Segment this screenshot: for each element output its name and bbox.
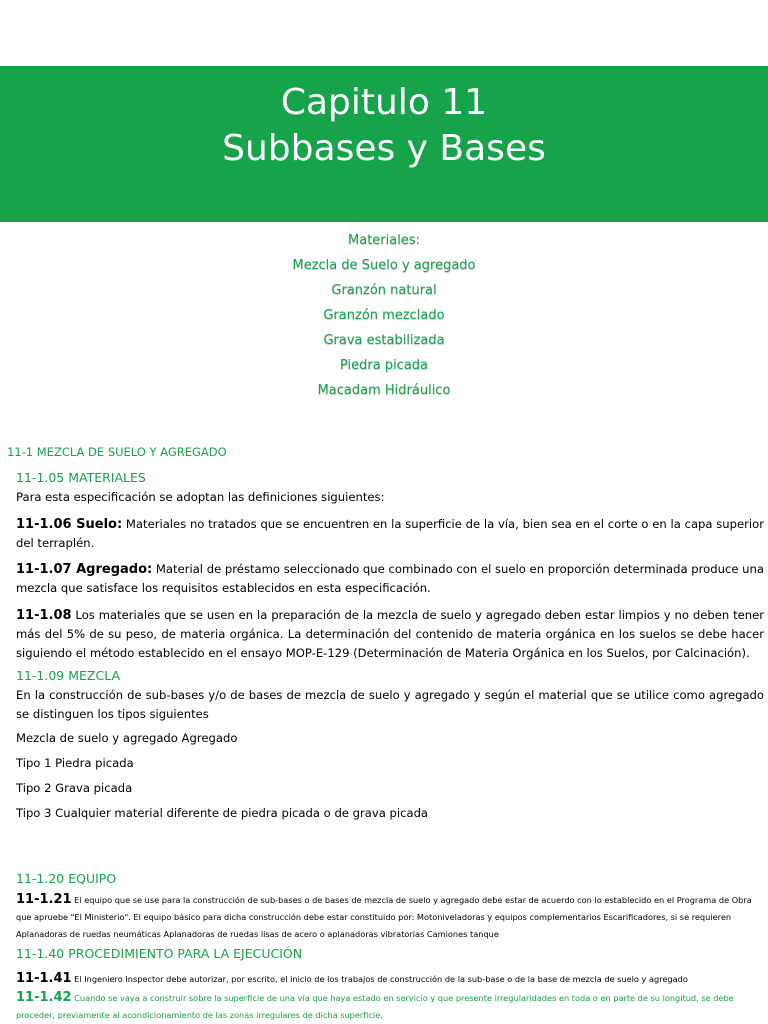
clause-text: El Ingeniero Inspector debe autorizar, por escrito, el inicio de los trabajos de construcción de la sub-base o de la base de mezcla de suelo y agregado xyxy=(71,974,688,984)
chapter-banner xyxy=(0,66,768,222)
paragraph-mezcla: En la construcción de sub-bases y/o de bases de mezcla de suelo y agregado y según el material que se utilice como agregado se distinguen los tipos siguientes xyxy=(16,688,764,721)
type-list-item: Tipo 1 Piedra picada xyxy=(16,756,134,770)
materials-list xyxy=(0,228,768,403)
paragraph-equipo xyxy=(16,891,764,943)
clause-text: Material de préstamo seleccionado que combinado con el suelo en proporción determinada produce una mezcla que satisface los requisitos establecidos en esta especificación. xyxy=(16,562,764,595)
paragraph-agregado xyxy=(16,560,764,598)
material-item: Granzón mezclado xyxy=(323,308,445,323)
clause-text: Materiales no tratados que se encuentren en la superficie de la vía, bien sea en el corte o en la capa superior del terraplén. xyxy=(16,517,764,550)
paragraph-materiales: Para esta especificación se adoptan las definiciones siguientes: xyxy=(16,490,385,504)
chapter-title: Capitulo 11 xyxy=(280,82,488,123)
material-item: Granzón natural xyxy=(331,283,437,298)
material-item: Piedra picada xyxy=(339,358,429,373)
clause-code: 11-1.07 Agregado: xyxy=(16,562,153,577)
clause-text: El equipo que se use para la construcción de sub-bases o de bases de mezcla de suelo y agregado debe estar de acuerdo con lo establecido en el Programa de Obra que apruebe "El Ministerio". El equipo básico para dicha construcción debe estar constituido por: Motoniveladoras y equipos complementarios Escarificadores, si se requieren Aplanadoras de ruedas neumáticas Aplanadoras de ruedas lisas de acero o aplanadoras vibratorias Camiones tanque xyxy=(16,895,752,939)
type-list-item: Mezcla de suelo y agregado Agregado xyxy=(16,731,238,745)
heading-materiales: 11-1.05 MATERIALES xyxy=(16,470,146,485)
section-heading-11-1: 11-1 MEZCLA DE SUELO Y AGREGADO xyxy=(7,445,227,459)
paragraph-inspector xyxy=(16,970,764,988)
clause-text: Cuando se vaya a construir sobre la superficie de una vía que haya estado en servicio y que presente irregularidades en toda o en parte de su longitud, se debe proceder, previamente al acondicionamiento de las zonas irregulares de dicha superficie, xyxy=(16,993,734,1020)
heading-procedimiento: 11-1.40 PROCEDIMIENTO PARA LA EJECUCIÓN xyxy=(16,946,303,961)
paragraph-suelo xyxy=(16,515,764,553)
heading-equipo: 11-1.20 EQUIPO xyxy=(16,871,117,886)
clause-code: 11-1.06 Suelo: xyxy=(16,517,123,532)
material-item: Grava estabilizada xyxy=(323,333,445,348)
material-item: Macadam Hidráulico xyxy=(317,383,451,398)
chapter-subtitle: Subbases y Bases xyxy=(222,128,546,169)
type-list-item: Tipo 2 Grava picada xyxy=(16,781,133,795)
clause-code: 11-1.41 xyxy=(16,971,72,986)
paragraph-superficie xyxy=(16,989,764,1024)
clause-text: Los materiales que se usen en la preparación de la mezcla de suelo y agregado deben estar limpios y no deben tener más del 5% de su peso, de materia orgánica. La determinación del contenido de materia orgánica en los suelos se debe hacer siguiendo el método establecido en el ensayo MOP-E-129 (Determinación de Materia Orgánica en los Suelos, por Calcinación). xyxy=(16,608,764,660)
paragraph-materia-organica xyxy=(16,606,764,663)
clause-code: 11-1.21 xyxy=(16,892,72,907)
clause-code: 11-1.08 xyxy=(16,608,72,623)
materials-heading: Materiales: xyxy=(348,233,420,248)
clause-code: 11-1.42 xyxy=(16,990,72,1005)
heading-mezcla: 11-1.09 MEZCLA xyxy=(16,668,120,683)
material-item: Mezcla de Suelo y agregado xyxy=(292,258,476,273)
type-list-item: Tipo 3 Cualquier material diferente de piedra picada o de grava picada xyxy=(16,806,429,820)
